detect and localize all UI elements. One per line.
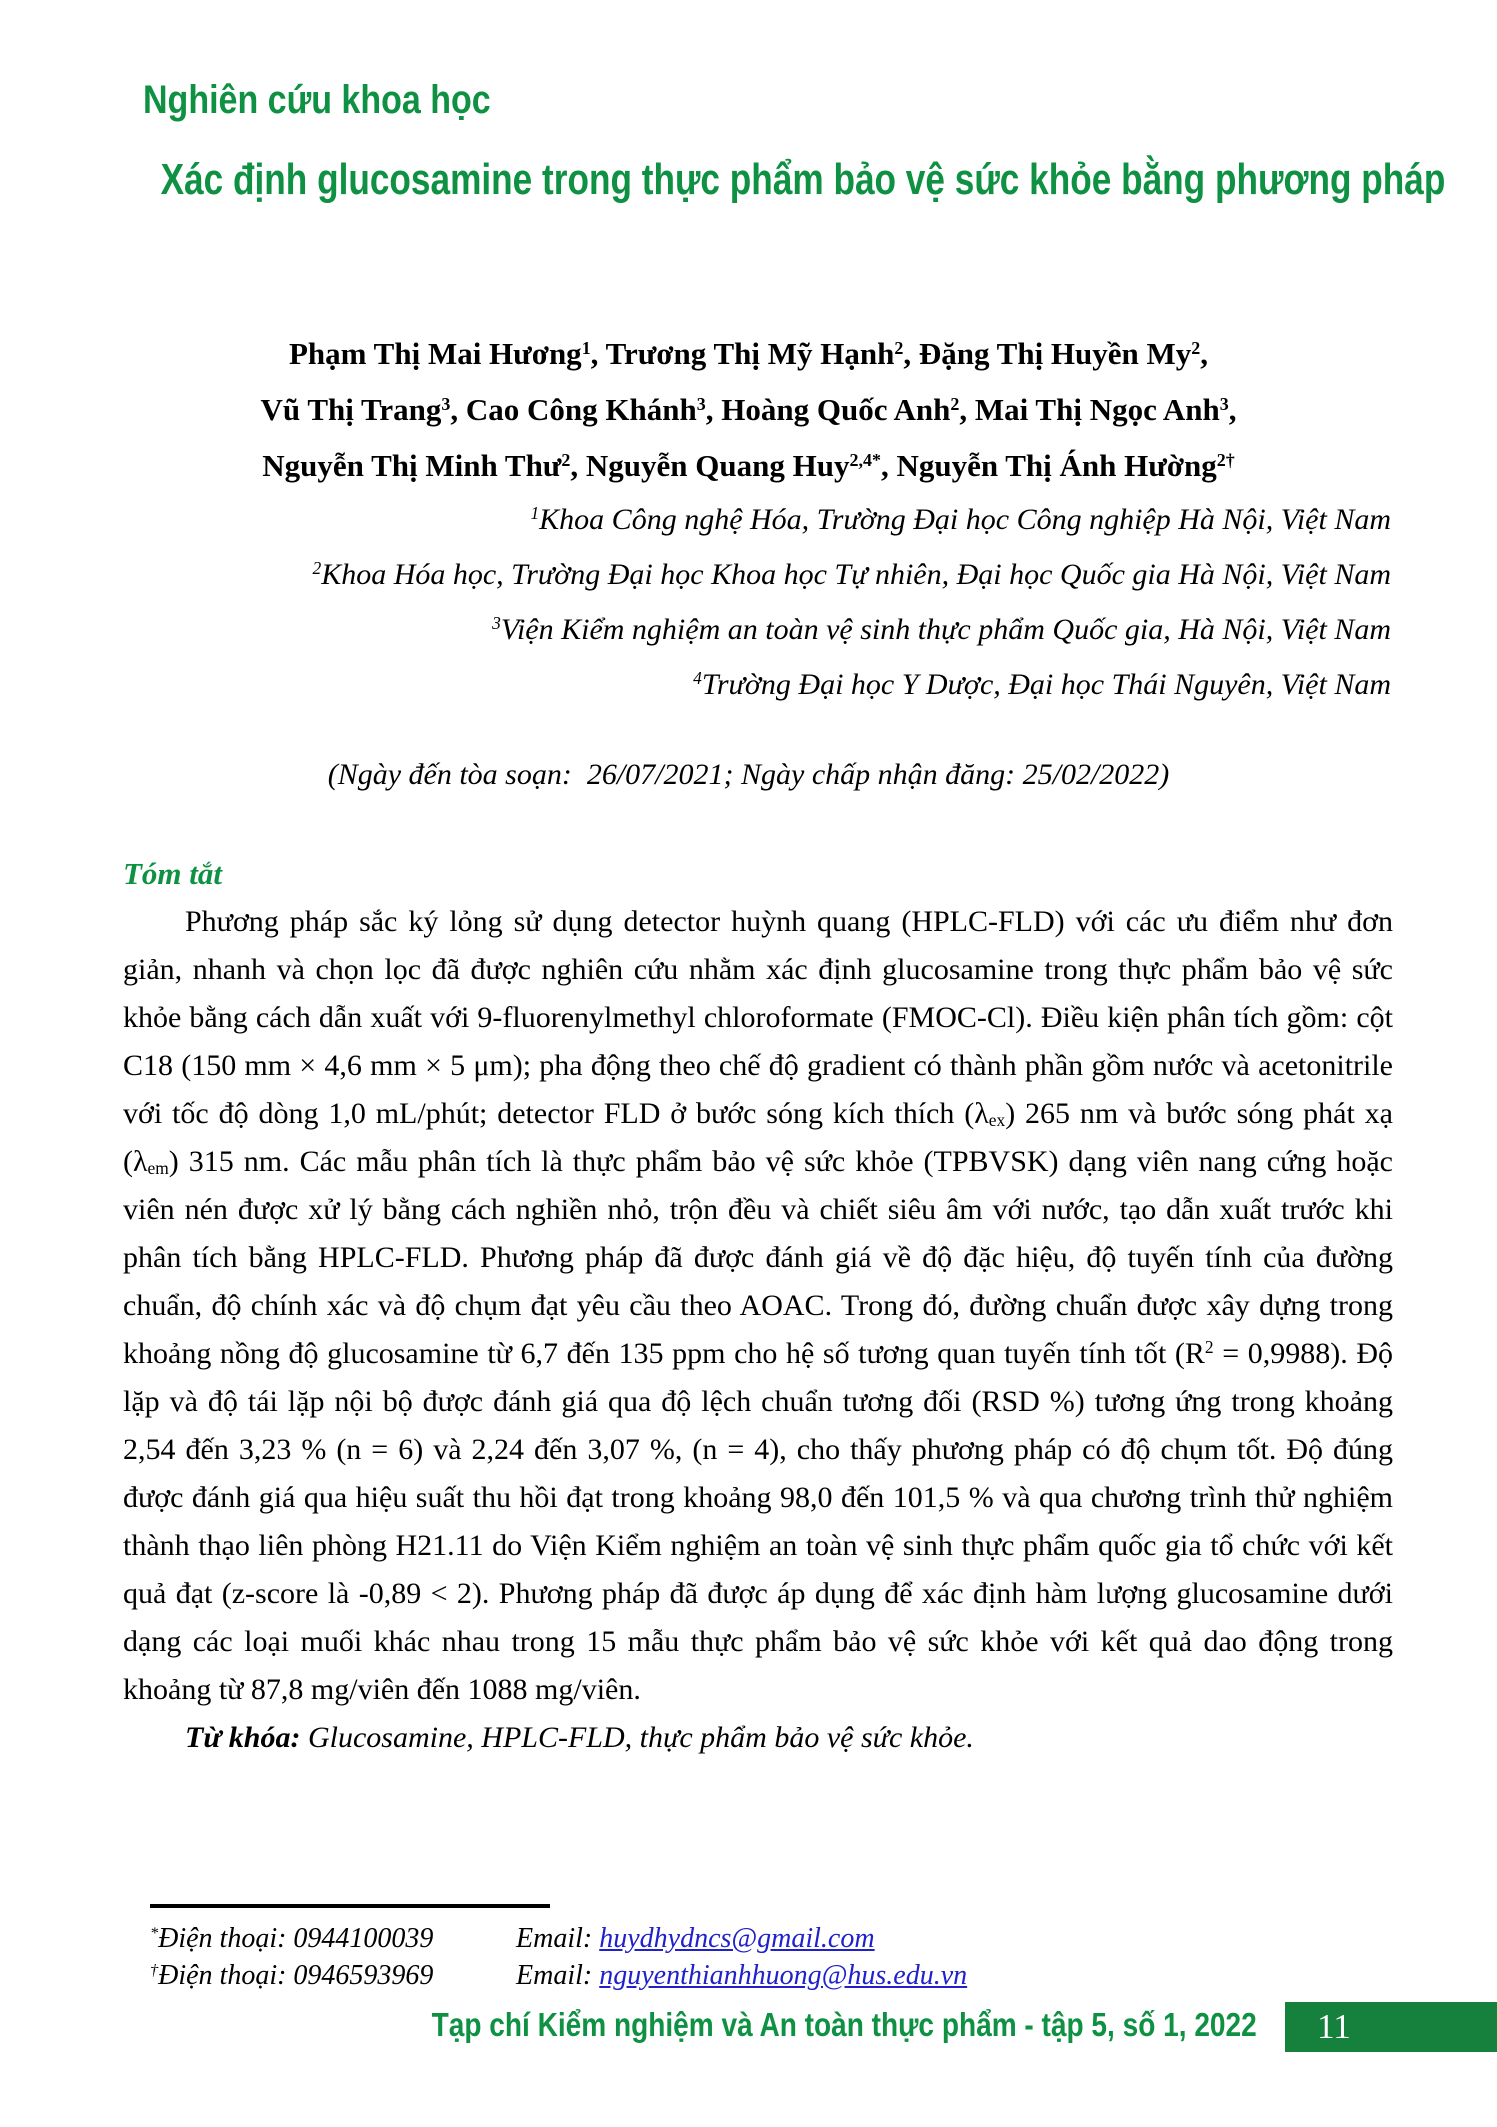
footnote-email: [516, 1957, 967, 1994]
section-label-text: Nghiên cứu khoa học: [143, 78, 491, 122]
affiliation-line: $^4$Trường Đại học Y Dược, Đại học Thái Nguyên, Việt Nam: [693, 668, 1391, 701]
author-line: Nguyễn Thị Minh Thư$^2$, Nguyễn Quang Huy$^{2,4*}$, Nguyễn Thị Ánh Hường$^{2\dagger}$: [262, 448, 1235, 483]
footnote-phone: [150, 1920, 516, 1957]
page-number: 11: [1317, 2007, 1351, 2046]
article-title: [0, 150, 1497, 209]
affiliation-line: $^3$Viện Kiểm nghiệm an toàn vệ sinh thực phẩm Quốc gia, Hà Nội, Việt Nam: [492, 613, 1391, 646]
footnote-row: [150, 1957, 967, 1994]
journal-title: [286, 2006, 1257, 2045]
submission-dates: (Ngày đến tòa soạn: 26/07/2021; Ngày chấp nhận đăng: 25/02/2022): [327, 758, 1170, 791]
footnote-marker: *: [150, 1924, 159, 1943]
footnote-phone: [150, 1957, 516, 1994]
abstract-paragraph: Phương pháp sắc ký lỏng sử dụng detector huỳnh quang (HPLC-FLD) với các ưu điểm như đơn giản, nhanh và chọn lọc đã được nghiên cứu nhằm xác định glucosamine trong thực phẩm bảo vệ sức khỏe bằng cách dẫn xuất với 9-fluorenylmethyl chloroformate (FMOC-Cl). Điều kiện phân tích gồm: cột C18 (150 mm × 4,6 mm × 5 μm); pha động theo chế độ gradient có thành phần gồm nước và acetonitrile với tốc độ dòng 1,0 mL/phút; detector FLD ở bước sóng kích thích $(\lambda_{ex})$ 265 nm và bước sóng phát xạ $(\lambda_{em})$ 315 nm. Các mẫu phân tích là thực phẩm bảo vệ sức khỏe (TPBVSK) dạng viên nang cứng hoặc viên nén được xử lý bằng cách nghiền nhỏ, trộn đều và chiết siêu âm với nước, tạo dẫn xuất trước khi phân tích bằng HPLC-FLD. Phương pháp đã được đánh giá về độ đặc hiệu, độ tuyến tính của đường chuẩn, độ chính xác và độ chụm đạt yêu cầu theo AOAC. Trong đó, đường chuẩn được xây dựng trong khoảng nồng độ glucosamine từ 6,7 đến 135 ppm cho hệ số tương quan tuyến tính tốt $(R^2 = 0,9988)$. Độ lặp và độ tái lặp nội bộ được đánh giá qua độ lệch chuẩn tương đối (RSD %) tương ứng trong khoảng 2,54 đến 3,23 % (n = 6) và 2,24 đến 3,07 %, (n = 4), cho thấy phương pháp có độ chụm tốt. Độ đúng được đánh giá qua hiệu suất thu hồi đạt trong khoảng 98,0 đến 101,5 % và qua chương trình thử nghiệm thành thạo liên phòng H21.11 do Viện Kiểm nghiệm an toàn vệ sinh thực phẩm quốc gia tổ chức với kết quả đạt (z-score là -0,89 < 2). Phương pháp đã được áp dụng để xác định hàm lượng glucosamine dưới dạng các loại muối khác nhau trong 15 mẫu thực phẩm bảo vệ sức khỏe với kết quả dao động trong khoảng từ 87,8 mg/viên đến 1088 mg/viên.: [123, 905, 1393, 1706]
section-label: [143, 76, 552, 123]
footnotes: [150, 1920, 967, 1994]
footnote-email-label: Email:: [516, 1960, 600, 1991]
affiliation-list: [106, 492, 1391, 712]
page-number-badge: [1285, 2002, 1497, 2052]
keywords-label: Từ khóa:: [185, 1721, 301, 1754]
footnote-marker: †: [150, 1961, 159, 1980]
article-title-line-1: Xác định glucosamine trong thực phẩm bảo vệ sức khỏe bằng phương pháp: [160, 155, 1446, 204]
author-line: Vũ Thị Trang$^3$, Cao Công Khánh$^3$, Hoàng Quốc Anh$^2$, Mai Thị Ngọc Anh$^3$,: [260, 392, 1237, 427]
footer: [0, 2002, 1497, 2052]
affiliation-line: $^1$Khoa Công nghệ Hóa, Trường Đại học Công nghiệp Hà Nội, Việt Nam: [530, 503, 1391, 536]
footnote-phone-text: Điện thoại: 0946593969: [158, 1960, 434, 1991]
keywords-line: [123, 1714, 1393, 1762]
abstract-heading: Tóm tắt: [123, 856, 223, 891]
keywords-text: Glucosamine, HPLC-FLD, thực phẩm bảo vệ sức khỏe.: [300, 1721, 974, 1754]
footnote-row: [150, 1920, 967, 1957]
footnote-phone-text: Điện thoại: 0944100039: [158, 1923, 434, 1954]
journal-title-text: Tạp chí Kiểm nghiệm và An toàn thực phẩm - tập 5, số 1, 2022: [431, 2006, 1257, 2043]
footnote-email-label: Email:: [516, 1923, 600, 1954]
footnote-email: [516, 1920, 875, 1957]
footnote-separator: [150, 1904, 550, 1908]
author-line: Phạm Thị Mai Hương$^1$, Trương Thị Mỹ Hạnh$^2$, Đặng Thị Huyền My$^2$,: [288, 336, 1209, 371]
abstract-section: [123, 850, 1393, 1762]
email-link[interactable]: huydhydncs@gmail.com: [599, 1923, 875, 1954]
affiliation-line: $^2$Khoa Hóa học, Trường Đại học Khoa học Tự nhiên, Đại học Quốc gia Hà Nội, Việt Nam: [312, 558, 1391, 591]
author-list: [0, 326, 1497, 494]
email-link[interactable]: nguyenthianhhuong@hus.edu.vn: [599, 1960, 968, 1991]
